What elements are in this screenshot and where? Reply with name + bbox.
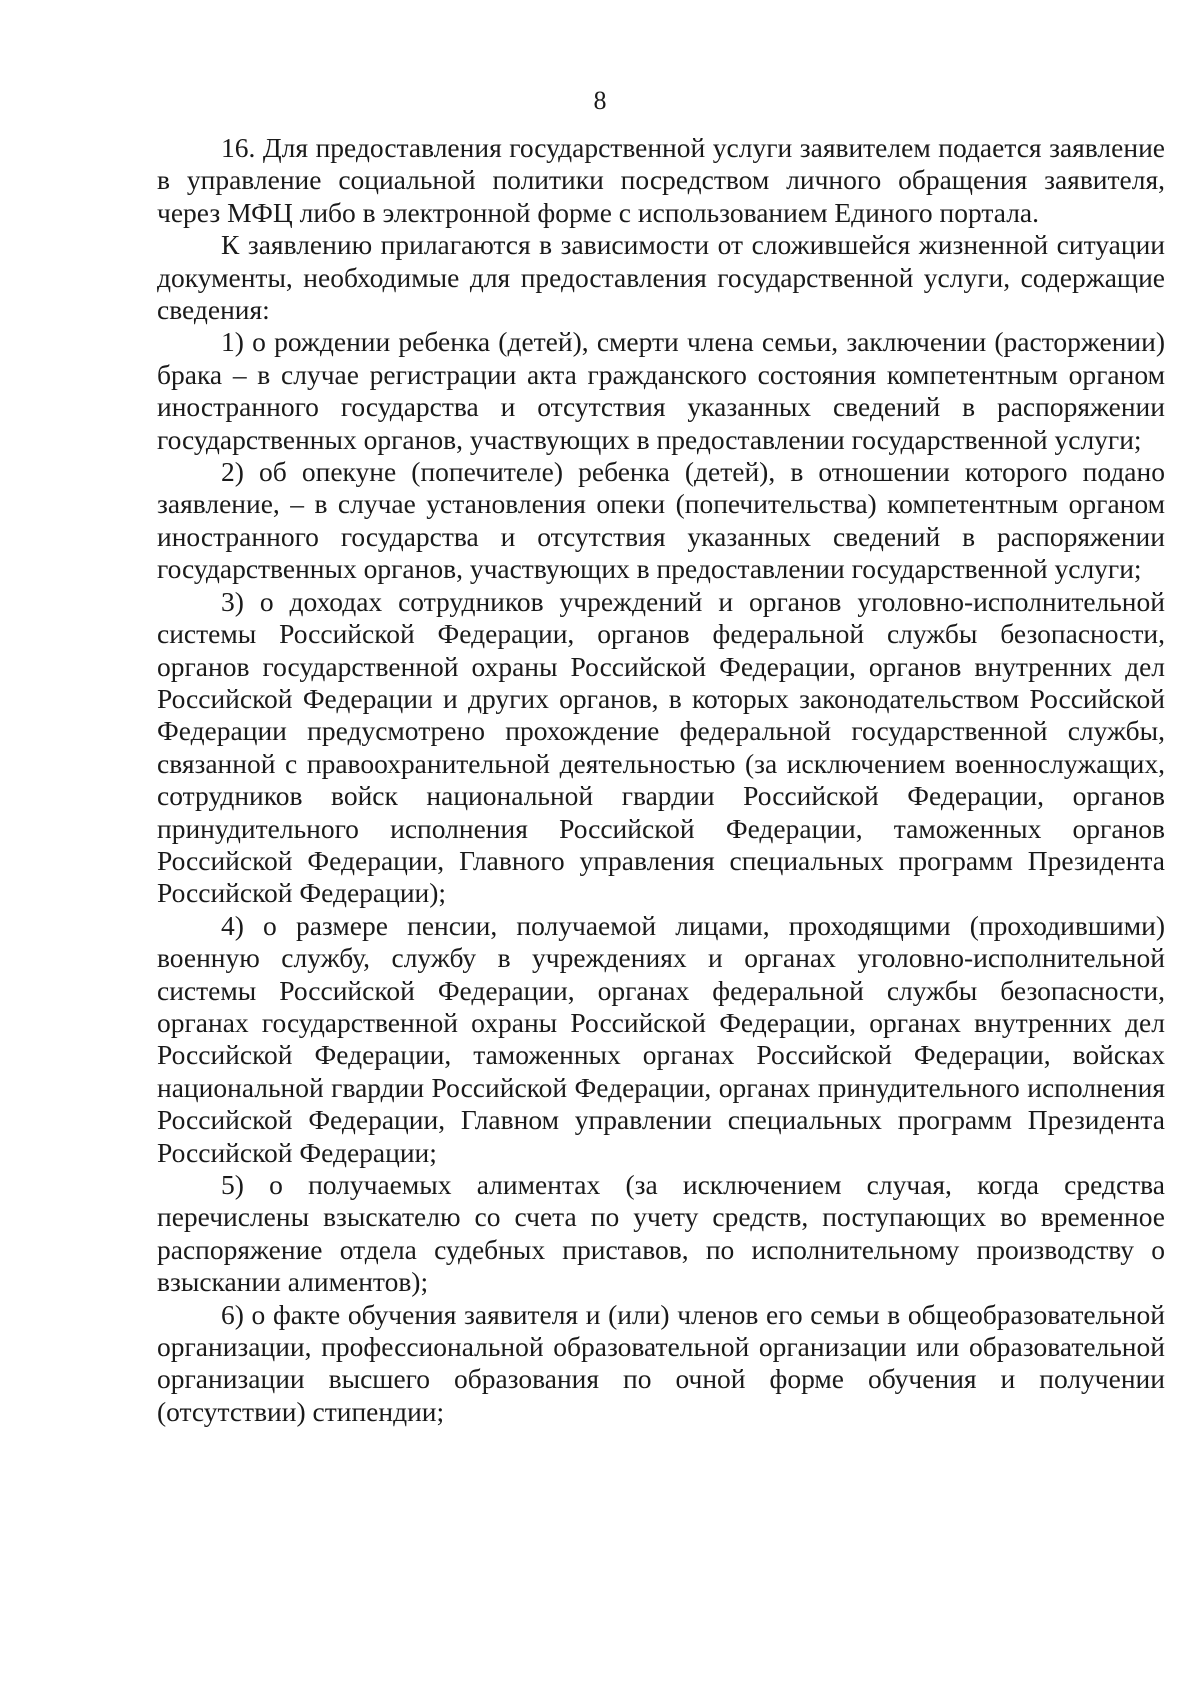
- list-item-3: 3) о доходах сотрудников учреждений и органов уголовно-исполнительной системы Российской Федерации, органов федеральной службы безопасности, органов государственной охраны Российской Федерации, органов внутренних дел Российской Федерации и других органов, в которых законодательством Российской Федерации предусмотрено прохождение федеральной государственной службы, связанной с правоохранительной деятельностью (за исключением военнослужащих, сотрудников войск национальной гвардии Российской Федерации, органов принудительного исполнения Российской Федерации, таможенных органов Российской Федерации, Главного управления специальных программ Президента Российской Федерации);: [157, 585, 1165, 909]
- list-item-5: 5) о получаемых алиментах (за исключением случая, когда средства перечислены взыскателю со счета по учету средств, поступающих во временное распоряжение отдела судебных приставов, по исполнительному производству о взыскании алиментов);: [157, 1169, 1165, 1298]
- page-number: 8: [593, 86, 607, 115]
- list-item-4: 4) о размере пенсии, получаемой лицами, проходящими (проходившими) военную службу, службу в учреждениях и органах уголовно-исполнительной системы Российской Федерации, органах федеральной службы безопасности, органах государственной охраны Российской Федерации, органах внутренних дел Российской Федерации, таможенных органах Российской Федерации, войсках национальной гвардии Российской Федерации, органах принудительного исполнения Российской Федерации, Главном управлении специальных программ Президента Российской Федерации;: [157, 909, 1165, 1168]
- document-body: [157, 132, 1165, 1428]
- paragraph-16: 16. Для предоставления государственной услуги заявителем подается заявление в управление социальной политики посредством личного обращения заявителя, через МФЦ либо в электронной форме с использованием Единого портала.: [157, 132, 1165, 228]
- list-item-1: 1) о рождении ребенка (детей), смерти члена семьи, заключении (расторжении) брака – в случае регистрации акта гражданского состояния компетентным органом иностранного государства и отсутствия указанных сведений в распоряжении государственных органов, участвующих в предоставлении государственной услуги;: [157, 326, 1165, 455]
- paragraph-attachments-intro: К заявлению прилагаются в зависимости от сложившейся жизненной ситуации документы, необходимые для предоставления государственной услуги, содержащие сведения:: [157, 229, 1165, 326]
- list-item-2: 2) об опекуне (попечителе) ребенка (детей), в отношении которого подано заявление, – в случае установления опеки (попечительства) компетентным органом иностранного государства и отсутствия указанных сведений в распоряжении государственных органов, участвующих в предоставлении государственной услуги;: [157, 456, 1165, 585]
- list-item-6: 6) о факте обучения заявителя и (или) членов его семьи в общеобразовательной организации, профессиональной образовательной организации или образовательной организации высшего образования по очной форме обучения и получении (отсутствии) стипендии;: [157, 1298, 1165, 1427]
